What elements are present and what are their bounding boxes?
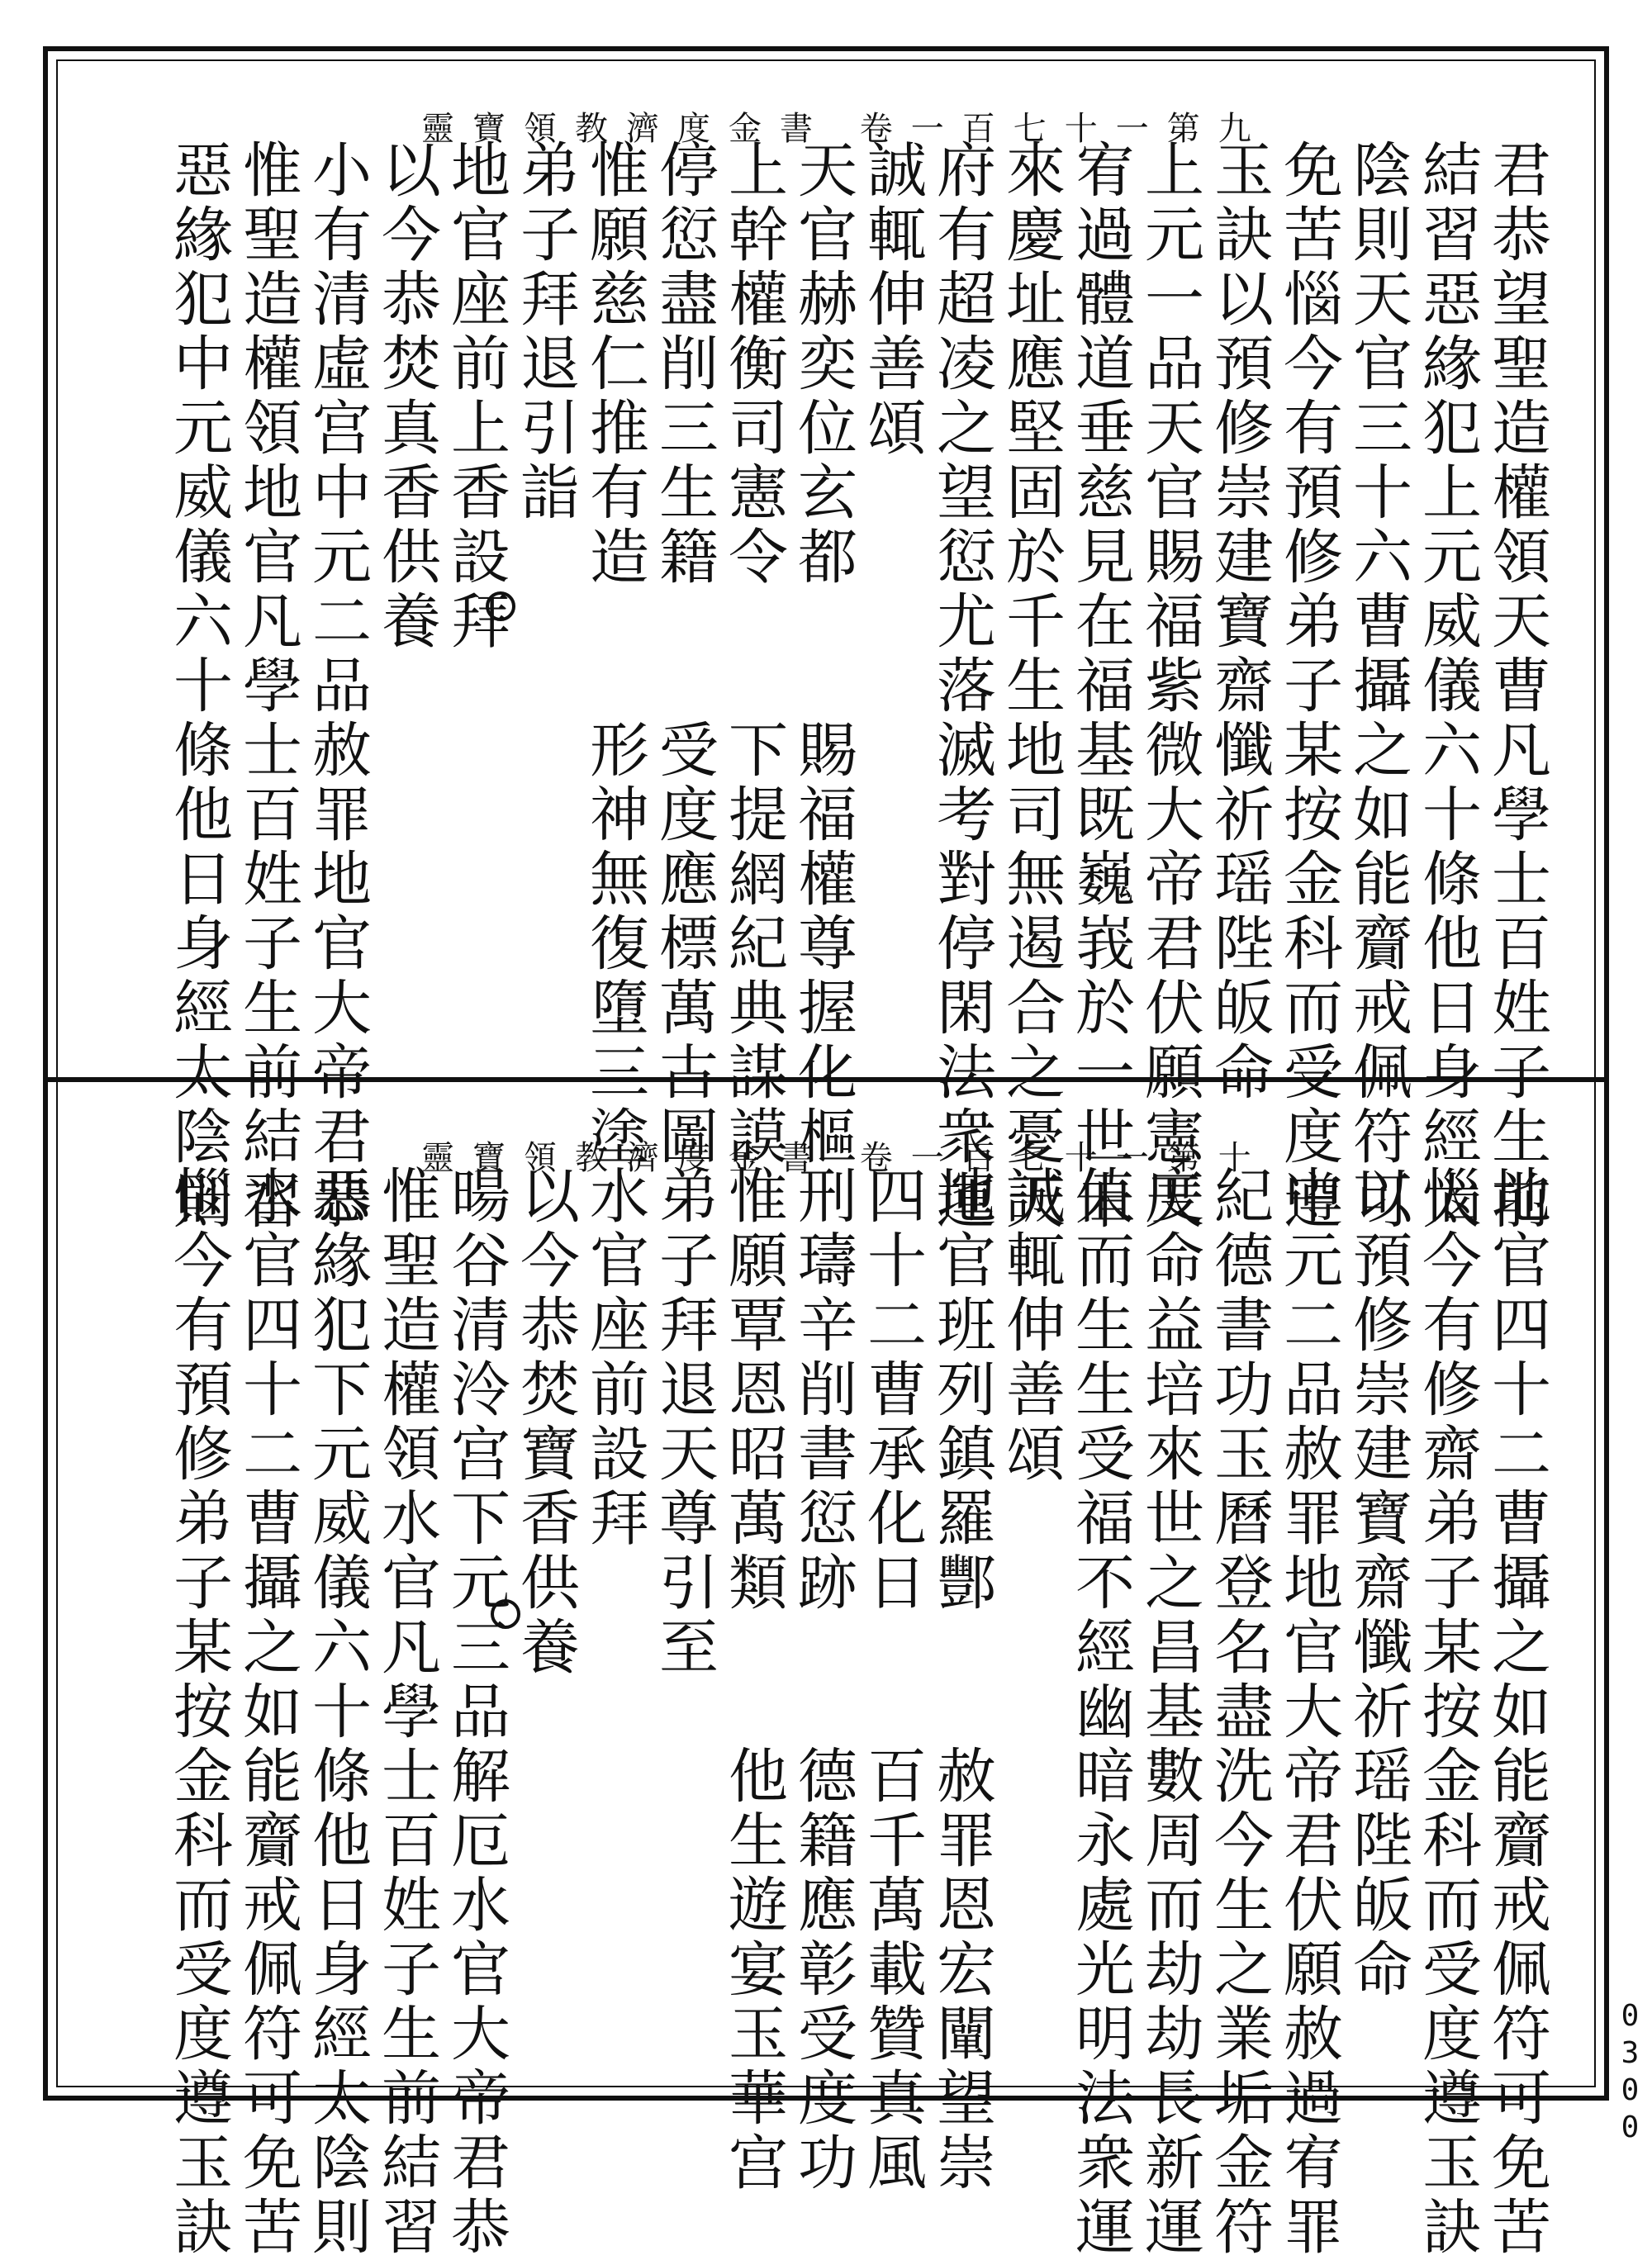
text-column: 惟願覃恩昭萬類 他生遊宴玉華宫 xyxy=(719,1165,788,2196)
text-column: 水官四十二曹攝之如能齎戒佩符可免苦 xyxy=(233,1165,302,2260)
text-column: 暘谷清泠宫下元三品解厄水官大帝君恭 xyxy=(441,1165,510,2260)
text-column: 中元二品赦罪地官大帝君伏願赦過宥罪 xyxy=(1274,1165,1343,2260)
page-number: 0300 xyxy=(1613,1999,1647,2148)
bottom-header: 靈寶領教濟度金書 卷一百七十一第十 xyxy=(421,1139,1270,1177)
text-column: 惟聖造權領水官凡學士百姓子生前結習 xyxy=(372,1165,441,2260)
circle-mark xyxy=(486,591,515,621)
text-column: 上幹權衡司憲令 下提網紀典謀謨 xyxy=(719,139,788,1170)
text-column: 來慶址應堅固於千生地司無遏合之憂天 xyxy=(996,139,1066,1234)
top-header: 靈寶領教濟度金書 卷一百七十一第九 xyxy=(421,110,1270,148)
text-column: 上元一品天官賜福紫微大帝君伏願憲天 xyxy=(1135,139,1204,1234)
text-column: 惱今有預修弟子某按金科而受度遵玉訣 xyxy=(164,1165,233,2260)
text-column: 府有超凌之望愆尤落滅考對停閑法衆運 xyxy=(927,139,996,1234)
text-column: 地官班列鎮羅酆 赦罪恩宏闡望崇 xyxy=(927,1165,996,2196)
text-column: 陰則天官三十六曹攝之如能齎戒佩符可 xyxy=(1343,139,1412,1234)
text-column: 結習惡緣犯上元威儀六十條他日身經太 xyxy=(1412,139,1482,1234)
text-column: 惡緣犯下元威儀六十條他日身經太陰則 xyxy=(302,1165,372,2260)
text-column: 惟願慈仁推有造 形神無復墮三塗 xyxy=(580,139,649,1170)
text-column: 惱今有修齋弟子某按金科而受度遵玉訣 xyxy=(1412,1165,1482,2260)
text-column: 免苦惱今有預修弟子某按金科而受度遵 xyxy=(1274,139,1343,1234)
text-column: 度命益培來世之昌基數周而劫劫長新運 xyxy=(1135,1165,1204,2260)
text-column: 四十二曹承化日 百千萬載贊真風 xyxy=(857,1165,927,2196)
text-column: 刑璹辛削書愆跡 德籍應彰受度功 xyxy=(788,1165,857,2196)
text-column: 誠輒伸善頌 xyxy=(857,139,927,461)
text-column: 君恭望聖造權領天曹凡學士百姓子生前 xyxy=(1482,139,1551,1234)
text-column: 小有清虛宫中元二品赦罪地官大帝君恭 xyxy=(302,139,372,1234)
text-column: 弟子拜退天尊引至 xyxy=(649,1165,719,1680)
text-column: 玉訣以預修崇建寶齋懺祈瑶陛皈命 xyxy=(1204,139,1274,1105)
text-column: 天官赫奕位玄都 賜福權尊握化樞 xyxy=(788,139,857,1170)
text-column: 宥過體道垂慈見在福基既巍峩於一世未 xyxy=(1066,139,1135,1234)
text-column: 以預修崇建寶齋懺祈瑶陛皈命 xyxy=(1343,1165,1412,2002)
text-column: 惟聖造權領地官凡學士百姓子生前結習 xyxy=(233,139,302,1234)
text-column: 值而生生受福不經幽暗永處光明法衆運 xyxy=(1066,1165,1135,2260)
text-column: 以今恭焚寶香供養 xyxy=(510,1165,580,1680)
text-column: 地官四十二曹攝之如能齎戒佩符可免苦 xyxy=(1482,1165,1551,2260)
text-column: 誠輒伸善頌 xyxy=(996,1165,1066,1487)
text-column: 地官座前上香設拜 xyxy=(441,139,510,654)
text-column: 惡緣犯中元威儀六十條他日身經太陰則 xyxy=(164,139,233,1234)
circle-mark xyxy=(491,1599,520,1629)
text-column: 水官座前設拜 xyxy=(580,1165,649,1551)
text-column: 紀德書功玉曆登名盡洗今生之業垢金符 xyxy=(1204,1165,1274,2260)
text-column: 停愆盡削三生籍 受度應標萬古圖 xyxy=(649,139,719,1170)
text-column: 弟子拜退引詣 xyxy=(510,139,580,525)
text-column: 以今恭焚真香供養 xyxy=(372,139,441,654)
